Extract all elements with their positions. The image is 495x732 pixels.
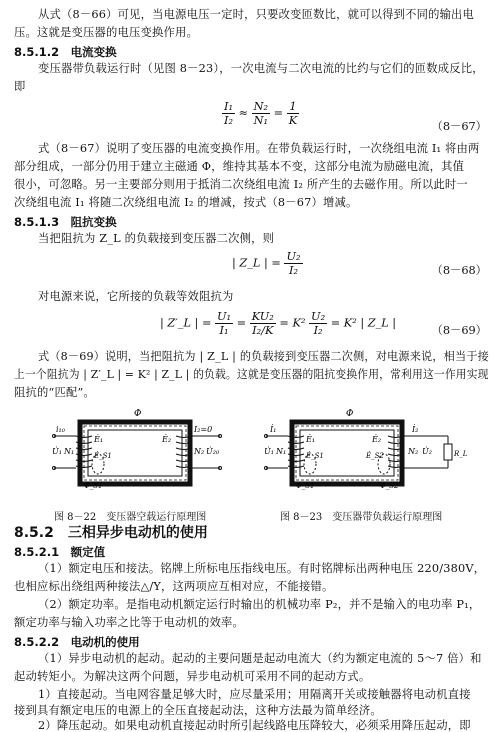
text-line: 式（8－67）说明了变压器的电流变换作用。在带负载运行时，一次绕组电流 I₁ 将由两 — [38, 142, 480, 155]
equation-number: （8－69） — [431, 324, 487, 337]
text-line: 接到具有额定电压的电源上的全压直接起动法，这种方法最为简单经济。 — [14, 704, 382, 717]
eq-tail: = K² | Z_L | — [330, 316, 397, 330]
turns-label: N₁ — [64, 447, 75, 456]
eq-symbol: = — [236, 316, 247, 330]
figure-caption: 图 8－22 变压器空载运行原理图 — [54, 512, 207, 523]
text-line: 2）降压起动。如果电动机直接起动时所引起线路电压降较大，必须采用降压起动，即 — [38, 719, 471, 732]
eq-fraction-numerator: KU₂ — [251, 310, 274, 323]
text-line: 从式（8－66）可见，当电源电压一定时，只要改变匝数比，就可以得到不同的输出电 — [38, 8, 475, 21]
eq-fraction-denominator: N₁ — [253, 114, 269, 127]
text-line: 变压器带负载运行时（见图 8－23），一次电流与二次电流的比约与它们的匝数成反比， — [38, 62, 484, 75]
text-line: （2）额定功率。是指电动机额定运行时输出的机械功率 P₂，并不是输入的电功率 P₁， — [38, 598, 481, 611]
section-heading: 8.5.1.3 阻抗变换 — [14, 215, 117, 229]
emf-leak-label: Ė_S1 — [306, 452, 324, 460]
eq-symbol: = K² — [279, 316, 306, 330]
i2-label: İ₂ — [412, 425, 419, 434]
emf-label: Ė₁ — [306, 435, 316, 444]
text-line: 1）直接起动。当电网容量足够大时，应尽量采用；用隔离开关或接触器将电动机直接 — [38, 688, 471, 701]
text-line: 部分组成，一部分仍用于建立主磁通 Φ，维持其基本不变，这部分电流为励磁电流，其值 — [14, 160, 465, 173]
equation-number: （8－67） — [431, 120, 487, 133]
text-line: 也相应标出绕组两种接法△/Y，这两项应互相对应，不能接错。 — [14, 580, 334, 593]
section-heading: 8.5.2.2 电动机的使用 — [14, 635, 140, 649]
phi-label: Φ — [346, 409, 354, 419]
equation-8-68 — [232, 250, 303, 277]
emf-leak2-label: Ė_S2 — [366, 452, 384, 460]
eq-fraction-denominator: I₁ — [219, 324, 229, 337]
u2-label: U̇₂ — [422, 447, 432, 456]
figure-8-22-diagram — [50, 406, 225, 502]
eq-fraction-numerator: U₂ — [286, 250, 301, 263]
section-heading: 8.5.2.1 额定值 — [14, 545, 106, 559]
u20-label: U̇₂₀ — [206, 447, 220, 456]
text-line: 次绕组电流 I₁ 将随二次绕组电流 I₂ 的增减，按式（8－67）增减。 — [14, 196, 358, 209]
emf2-label: Ė₂ — [372, 435, 382, 444]
text-line: 很小，可忽略。另一主要部分则用于抵消二次绕组电流 I₂ 所产生的去磁作用。所以此时一 — [14, 178, 468, 191]
eq-fraction-denominator: K — [288, 114, 298, 127]
text-line: 对电源来说，它所接的负载等效阻抗为 — [38, 290, 234, 303]
eq-fraction-denominator: I₂ — [288, 264, 298, 277]
leak-flux2-label: Φ_S2 — [380, 482, 399, 490]
figure-caption: 图 8－23 变压器带负载运行原理图 — [280, 512, 443, 523]
text-line: 上一个阻抗为 | Z′_L | = K² | Z_L | 的负载。这就是变压器的阻抗变换作用，常利用这一作用实现 — [14, 368, 489, 381]
figure-8-23-diagram — [262, 406, 468, 502]
turns-label: N₁ — [276, 447, 287, 456]
emf-leak-label: Ė_S1 — [94, 452, 112, 460]
text-line: （1）异步电动机的起动。起动的主要问题是起动电流大（约为额定电流的 5～7 倍）和 — [38, 652, 482, 665]
text-line: 即 — [14, 80, 26, 93]
section-heading: 8.5.1.2 电流变换 — [14, 45, 117, 59]
rl-label: R_L — [454, 450, 468, 458]
n2-label: N₂ — [194, 447, 205, 456]
phi-label: Φ — [134, 409, 142, 419]
eq-fraction-numerator: N₂ — [253, 100, 269, 113]
emf2-label: Ė₂ — [162, 435, 172, 444]
equation-number: （8－68） — [431, 264, 487, 277]
text-line: 额定功率与输入功率之比等于电动机的效率。 — [14, 616, 244, 629]
text-line: 阻抗的“匹配”。 — [14, 386, 95, 399]
eq-fraction-numerator: U₁ — [217, 310, 232, 323]
eq-lhs: | Z_L | = — [232, 256, 281, 270]
text-line: 式（8－69）说明，当把阻抗为 | Z_L | 的负载接到变压器二次侧，对电源来说，相当于接 — [38, 350, 489, 363]
n2-label: N₂ — [408, 447, 419, 456]
text-line: （1）额定电压和接法。铭牌上所标电压指线电压。有时铭牌标出两种电压 220/380V， — [38, 562, 486, 575]
eq-fraction-numerator: 1 — [287, 100, 299, 114]
equation-8-69 — [160, 310, 396, 337]
eq-fraction-numerator: I₁ — [224, 100, 233, 113]
eq-symbol: = — [273, 106, 284, 120]
leak-flux-label: Φ_S1 — [296, 482, 315, 490]
current-label: i₁₀ — [56, 425, 65, 434]
eq-fraction-denominator: I₂/K — [252, 324, 274, 337]
current-label: İ₁ — [270, 425, 277, 434]
text-line: 压。这就是变压器的电压变换作用。 — [14, 26, 198, 39]
eq-symbol: ≈ — [238, 106, 249, 120]
eq-fraction-numerator: U₂ — [311, 310, 326, 323]
equation-8-67 — [222, 100, 299, 127]
voltage-label: U̇₁ — [264, 447, 274, 456]
eq-lhs: | Z′_L | = — [160, 316, 212, 330]
i2-label: I₂=0 — [194, 425, 213, 434]
leak-flux-label: Φ_S1 — [84, 482, 103, 490]
section-heading: 8.5.2 三相异步电动机的使用 — [14, 525, 208, 541]
text-line: 起动转矩小。为解决这两个问题，异步电动机可采用不同的起动方式。 — [14, 670, 371, 683]
emf-label: Ė₁ — [94, 435, 104, 444]
eq-fraction-denominator: I₂ — [224, 114, 233, 127]
text-line: 当把阻抗为 Z_L 的负载接到变压器二次侧，则 — [38, 232, 275, 245]
eq-fraction-denominator: I₂ — [313, 324, 323, 337]
voltage-label: U̇₁ — [52, 447, 62, 456]
